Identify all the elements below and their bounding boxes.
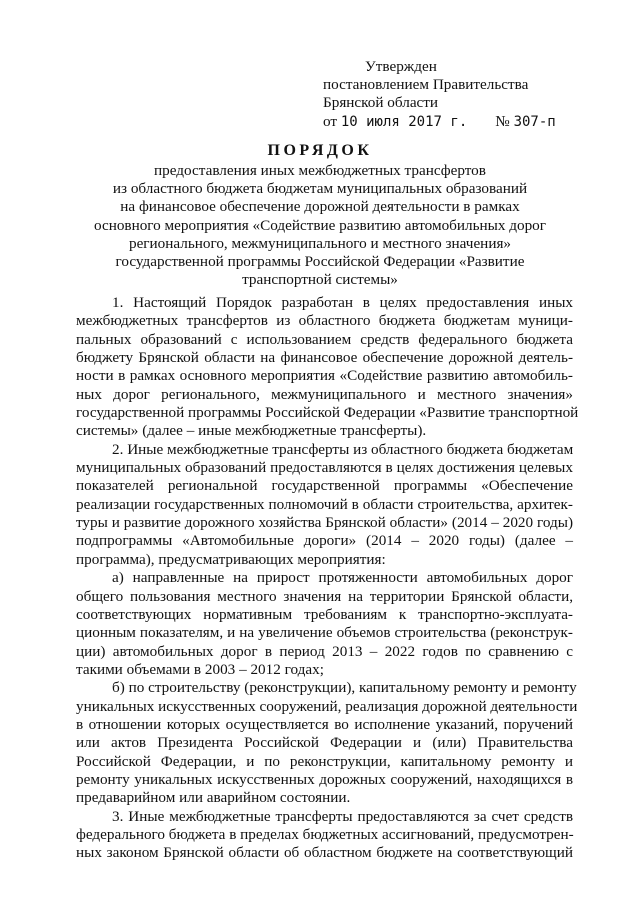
- item-a-line: а) направленные на прирост протяженности автомобильных дорог: [112, 569, 573, 587]
- paragraph-2-line: реализации государственных полномочий в области строительства, архитек-: [76, 495, 573, 513]
- document-body: [76, 294, 579, 863]
- paragraph-1-line: пальных образований с использованием средств федерального бюджета: [76, 330, 573, 348]
- approval-number-prefix: №: [495, 112, 510, 130]
- paragraph-2-line: подпрограммы «Автомобильные дороги» (2014 – 2020 годы) (далее –: [76, 532, 573, 550]
- paragraph-3-line: ных законом Брянской области об областном бюджете на соответствующий: [76, 844, 573, 862]
- item-b-line: в отношении которых осуществляется во исполнение указаний, поручений: [76, 715, 573, 733]
- subtitle-line: транспортной системы»: [242, 271, 398, 289]
- item-a-line: соответствующих нормативным требованиям к транспортно-эксплуата-: [76, 605, 573, 623]
- item-a-line: такими объемами в 2003 – 2012 годах;: [76, 660, 324, 678]
- paragraph-2-line: показателей региональной государственной программы «Обеспечение: [76, 477, 573, 495]
- approval-line-2: постановлением Правительства: [323, 76, 529, 94]
- paragraph-1-line: системы» (далее – иные межбюджетные трансферты).: [76, 422, 427, 440]
- item-a-line: ции) автомобильных дорог в период 2013 – 2022 годов по сравнению с: [76, 642, 573, 660]
- subtitle-line: основного мероприятия «Содействие развитию автомобильных дорог: [93, 216, 547, 234]
- paragraph-2-line: туры и развитие дорожного хозяйства Брянской области» (2014 – 2020 годы): [76, 514, 573, 532]
- subtitle-line: на финансовое обеспечение дорожной деятельности в рамках: [120, 198, 520, 216]
- item-b-line: предаварийном или аварийном состоянии.: [76, 789, 351, 807]
- approval-line-1: Утвержден: [365, 58, 437, 75]
- paragraph-2-line: муниципальных образований предоставляются в целях достижения целевых: [76, 459, 573, 477]
- subtitle-line: государственной программы Российской Федерации «Развитие: [115, 253, 525, 271]
- paragraph-1-line: межбюджетных трансфертов из областного бюджета бюджетам муници-: [76, 312, 573, 330]
- item-a-line: ционным показателям, и на увеличение объемов строительства (реконструк-: [76, 624, 573, 642]
- item-a-line: общего пользования местного значения на территории Брянской области,: [76, 587, 573, 605]
- item-b-line: Российской Федерации, и по реконструкции, капитальному ремонту и: [76, 752, 573, 770]
- approval-line-3: Брянской области: [323, 94, 439, 112]
- subtitle-line: предоставления иных межбюджетных трансфертов: [154, 162, 486, 179]
- paragraph-1-line: 1. Настоящий Порядок разработан в целях предоставления иных: [112, 294, 573, 311]
- approval-number-value: 307-п: [513, 113, 556, 130]
- paragraph-3-line: федерального бюджета в пределах бюджетных ассигнований, предусмотрен-: [76, 825, 574, 843]
- item-b-line: или актов Президента Российской Федерации и (или) Правительства: [76, 734, 573, 752]
- subtitle-line: из областного бюджета бюджетам муниципальных образований: [112, 180, 528, 198]
- paragraph-1-line: ности в рамках основного мероприятия «Содействие развитию автомобиль-: [76, 367, 573, 385]
- paragraph-1-line: ных дорог регионального, межмуниципального и местного значения»: [76, 385, 573, 403]
- approval-date-prefix: от: [323, 112, 338, 130]
- item-b-line: ремонту уникальных искусственных дорожных сооружений, находящихся в: [76, 770, 573, 788]
- approval-stamp: [323, 58, 556, 131]
- approval-date-line: [323, 113, 556, 131]
- approval-date-value: 10 июля 2017 г.: [340, 113, 468, 130]
- item-b-line: уникальных искусственных сооружений, реализация дорожной деятельности: [76, 697, 578, 715]
- paragraph-2-line: 2. Иные межбюджетные трансферты из областного бюджета бюджетам: [112, 440, 574, 458]
- paragraph-1-line: бюджету Брянской области на финансовое обеспечение дорожной деятель-: [76, 349, 573, 367]
- document-title: ПОРЯДОК: [267, 142, 373, 159]
- document-subtitle: [80, 162, 560, 289]
- paragraph-1-line: государственной программы Российской Федерации «Развитие транспортной: [76, 404, 579, 422]
- subtitle-line: регионального, межмуниципального и местного значения»: [128, 234, 512, 252]
- item-b-line: б) по строительству (реконструкции), капитальному ремонту и ремонту: [112, 679, 577, 697]
- paragraph-2-line: программа), предусматривающих мероприятия:: [76, 550, 386, 568]
- paragraph-3-line: 3. Иные межбюджетные трансферты предоставляются за счет средств: [112, 807, 573, 825]
